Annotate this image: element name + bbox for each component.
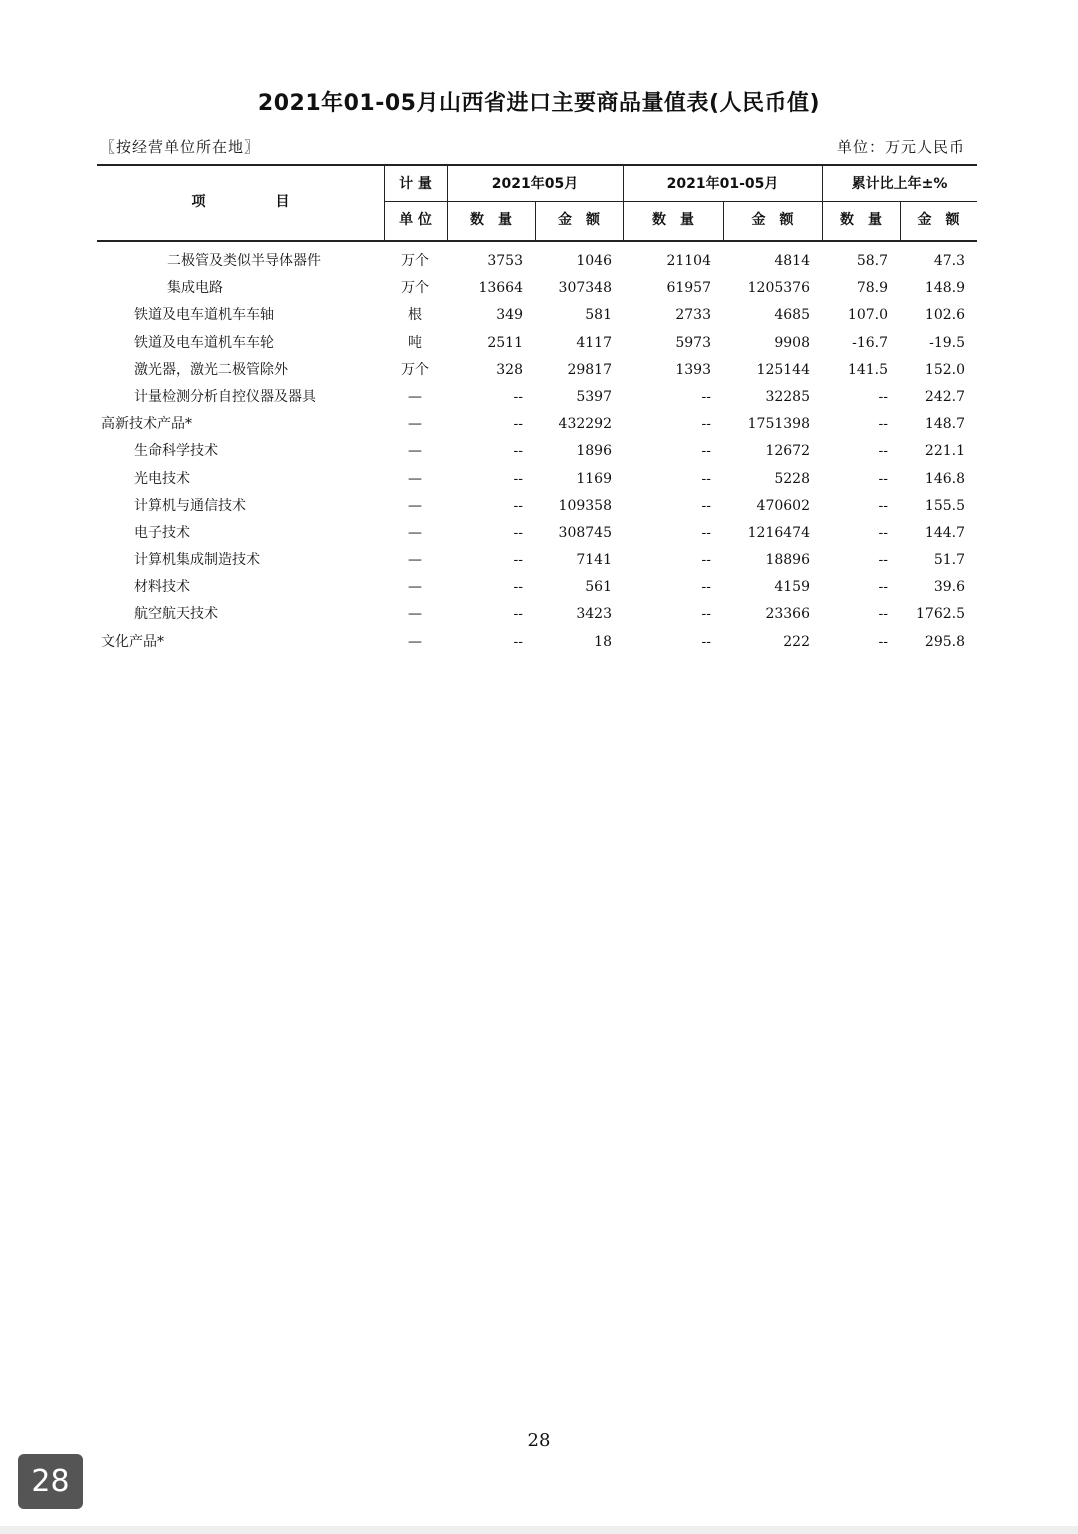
row-unit: —: [408, 416, 422, 433]
header-amt-yoy: 金 额: [917, 212, 960, 228]
row-amt-may: 307348: [558, 280, 612, 297]
table-row: [97, 302, 977, 329]
row-qty-yoy: --: [878, 579, 888, 596]
row-amt-yoy: 148.7: [924, 416, 965, 433]
row-qty-cum: --: [701, 633, 711, 650]
header-qty-yoy: 数 量: [840, 212, 882, 228]
row-name: 航空航天技术: [134, 606, 218, 623]
row-qty-may: --: [513, 633, 523, 650]
row-qty-may: 2511: [487, 334, 523, 351]
row-qty-may: --: [513, 470, 523, 487]
row-amt-cum: 4685: [774, 307, 810, 324]
row-name: 文化产品*: [101, 633, 164, 650]
row-name: 铁道及电车道机车车轴: [134, 307, 274, 324]
table-row: [97, 248, 977, 275]
row-qty-may: --: [513, 443, 523, 460]
row-qty-may: --: [513, 497, 523, 514]
row-name: 计量检测分析自控仪器及器具: [134, 388, 316, 405]
row-unit: 吨: [408, 334, 422, 351]
header-period-cumulative: 2021年01-05月: [666, 176, 779, 192]
row-name: 电子技术: [134, 524, 190, 541]
row-name: 二极管及类似半导体器件: [167, 253, 321, 269]
row-amt-cum: 18896: [765, 552, 810, 569]
row-amt-yoy: 144.7: [924, 524, 965, 541]
row-unit: 万个: [401, 253, 429, 269]
row-amt-may: 5397: [576, 388, 612, 405]
row-amt-may: 432292: [558, 416, 612, 433]
row-qty-cum: --: [701, 606, 711, 623]
row-amt-cum: 32285: [765, 388, 810, 405]
table-row: [97, 493, 977, 520]
row-amt-may: 29817: [567, 361, 612, 378]
row-qty-may: 328: [496, 361, 523, 378]
row-amt-yoy: -19.5: [929, 334, 965, 351]
row-amt-yoy: 47.3: [933, 253, 965, 269]
table-row: [97, 466, 977, 493]
table-row: [97, 629, 977, 656]
table-row: [97, 574, 977, 601]
row-amt-may: 581: [585, 307, 612, 324]
row-name: 计算机集成制造技术: [134, 552, 260, 569]
row-amt-may: 109358: [558, 497, 612, 514]
header-amt-cum: 金 额: [751, 212, 794, 228]
row-amt-yoy: 295.8: [924, 633, 965, 650]
row-unit: 万个: [401, 280, 429, 297]
row-qty-yoy: 78.9: [856, 280, 888, 297]
row-amt-yoy: 221.1: [924, 443, 965, 460]
table-row: [97, 330, 977, 357]
row-amt-cum: 222: [783, 633, 810, 650]
row-qty-yoy: --: [878, 470, 888, 487]
row-qty-cum: 1393: [675, 361, 711, 378]
row-amt-cum: 1205376: [747, 280, 810, 297]
row-amt-may: 308745: [558, 524, 612, 541]
header-period-may: 2021年05月: [491, 176, 579, 192]
row-amt-may: 4117: [576, 334, 612, 351]
header-yoy: 累计比上年±%: [851, 176, 948, 192]
row-qty-cum: --: [701, 416, 711, 433]
row-qty-may: --: [513, 552, 523, 569]
row-amt-yoy: 39.6: [933, 579, 965, 596]
row-amt-yoy: 146.8: [924, 470, 965, 487]
row-amt-may: 7141: [576, 552, 612, 569]
table-row: [97, 601, 977, 628]
row-qty-cum: --: [701, 524, 711, 541]
row-name: 集成电路: [167, 280, 223, 297]
table-row: [97, 384, 977, 411]
row-amt-yoy: 155.5: [924, 497, 965, 514]
row-amt-cum: 470602: [756, 497, 810, 514]
row-qty-yoy: --: [878, 443, 888, 460]
row-qty-may: --: [513, 524, 523, 541]
row-unit: 根: [408, 307, 422, 324]
table-row: [97, 411, 977, 438]
page-title: 2021年01-05月山西省进口主要商品量值表(人民币值): [257, 91, 821, 116]
row-name: 铁道及电车道机车车轮: [134, 334, 274, 351]
row-qty-yoy: -16.7: [852, 334, 888, 351]
row-qty-cum: --: [701, 470, 711, 487]
row-unit: —: [408, 633, 422, 650]
row-qty-may: --: [513, 388, 523, 405]
row-amt-cum: 9908: [774, 334, 810, 351]
row-name: 激光器，激光二极管除外: [134, 361, 288, 378]
row-qty-yoy: 107.0: [847, 307, 888, 324]
row-qty-yoy: 141.5: [847, 361, 888, 378]
row-name: 光电技术: [134, 470, 190, 487]
table-header: [97, 164, 977, 242]
row-qty-cum: 2733: [675, 307, 711, 324]
row-amt-yoy: 1762.5: [916, 606, 965, 623]
row-amt-cum: 5228: [774, 470, 810, 487]
row-unit: —: [408, 470, 422, 487]
row-amt-yoy: 51.7: [933, 552, 965, 569]
row-amt-may: 1896: [576, 443, 612, 460]
row-amt-cum: 1216474: [747, 524, 810, 541]
table-row: [97, 357, 977, 384]
row-name: 计算机与通信技术: [134, 497, 246, 514]
row-amt-may: 561: [585, 579, 612, 596]
row-qty-yoy: --: [878, 552, 888, 569]
table-body: [97, 248, 977, 656]
table-row: [97, 275, 977, 302]
row-qty-yoy: --: [878, 497, 888, 514]
row-qty-cum: --: [701, 552, 711, 569]
row-name: 生命科学技术: [134, 443, 218, 460]
row-amt-yoy: 102.6: [924, 307, 965, 324]
row-amt-yoy: 148.9: [924, 280, 965, 297]
row-qty-cum: --: [701, 443, 711, 460]
row-qty-may: 3753: [487, 253, 523, 269]
row-unit: —: [408, 497, 422, 514]
row-amt-may: 1046: [576, 253, 612, 269]
row-unit: —: [408, 579, 422, 596]
table-row: [97, 547, 977, 574]
row-unit: —: [408, 552, 422, 569]
row-qty-yoy: 58.7: [856, 253, 888, 269]
row-qty-cum: --: [701, 388, 711, 405]
row-qty-cum: 21104: [666, 253, 711, 269]
table-row: [97, 520, 977, 547]
row-qty-yoy: --: [878, 416, 888, 433]
header-item: 项 目: [191, 194, 290, 210]
row-amt-cum: 4159: [774, 579, 810, 596]
row-qty-may: 349: [496, 307, 523, 324]
location-basis-note: 〖按经营单位所在地〗: [100, 138, 261, 156]
row-qty-cum: 61957: [666, 280, 711, 297]
row-amt-cum: 4814: [774, 253, 810, 269]
row-qty-may: --: [513, 416, 523, 433]
header-qty-cum: 数 量: [652, 212, 694, 228]
row-qty-cum: --: [701, 579, 711, 596]
page-badge[interactable]: 28: [18, 1454, 83, 1509]
row-unit: 万个: [401, 361, 429, 378]
row-unit: —: [408, 443, 422, 460]
row-qty-yoy: --: [878, 633, 888, 650]
row-qty-may: --: [513, 579, 523, 596]
row-unit: —: [408, 606, 422, 623]
row-name: 材料技术: [134, 579, 190, 596]
unit-note: 单位：万元人民币: [836, 138, 965, 156]
row-qty-yoy: --: [878, 524, 888, 541]
row-amt-may: 18: [594, 633, 612, 650]
row-qty-may: 13664: [478, 280, 523, 297]
row-amt-may: 1169: [576, 470, 612, 487]
row-name: 高新技术产品*: [101, 416, 192, 433]
table-row: [97, 438, 977, 465]
row-amt-yoy: 152.0: [924, 361, 965, 378]
row-amt-cum: 12672: [765, 443, 810, 460]
header-qty-may: 数 量: [470, 212, 512, 228]
header-unit-bottom: 单 位: [399, 212, 432, 228]
row-amt-may: 3423: [576, 606, 612, 623]
row-amt-yoy: 242.7: [924, 388, 965, 405]
bottom-bar: [0, 1526, 1078, 1534]
row-amt-cum: 23366: [765, 606, 810, 623]
row-unit: —: [408, 388, 422, 405]
row-qty-yoy: --: [878, 388, 888, 405]
row-amt-cum: 125144: [756, 361, 810, 378]
row-qty-cum: 5973: [675, 334, 711, 351]
header-unit-top: 计 量: [399, 176, 432, 192]
row-qty-may: --: [513, 606, 523, 623]
header-amt-may: 金 额: [558, 212, 600, 228]
page-number: 28: [527, 1430, 551, 1451]
row-amt-cum: 1751398: [747, 416, 810, 433]
row-qty-cum: --: [701, 497, 711, 514]
row-qty-yoy: --: [878, 606, 888, 623]
row-unit: —: [408, 524, 422, 541]
